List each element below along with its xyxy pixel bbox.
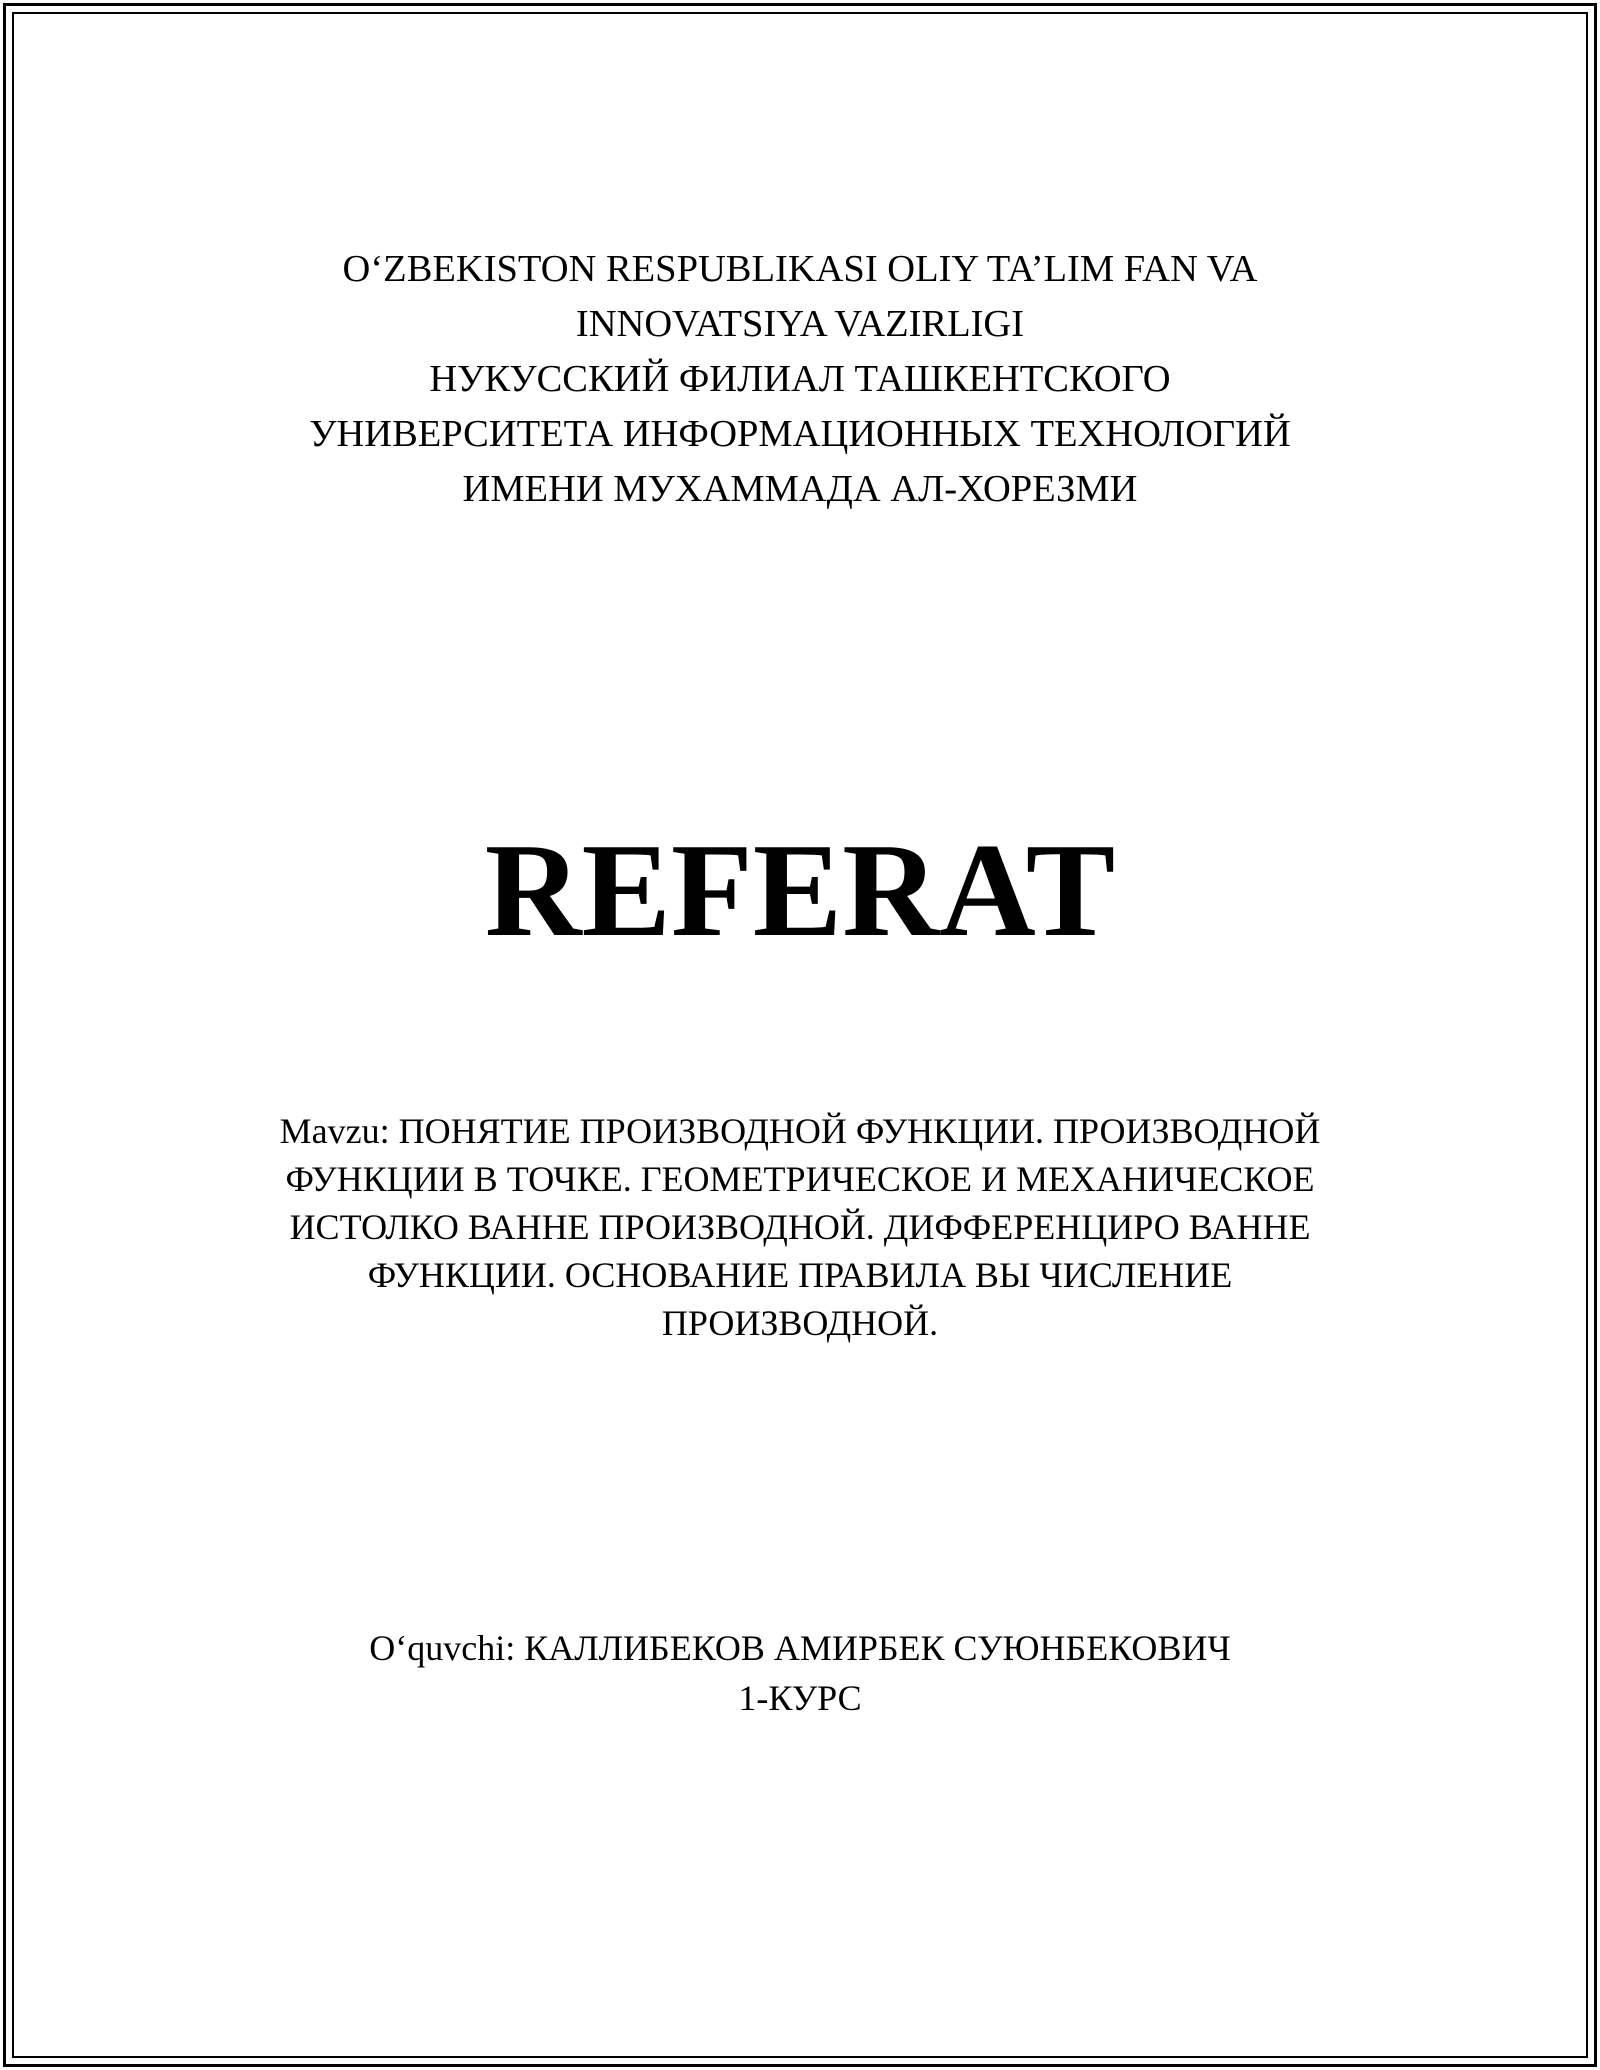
student-block <box>0 1623 1600 1723</box>
topic-block <box>0 1107 1600 1347</box>
header-line: O‘ZBEKISTON RESPUBLIKASI OLIY TA’LIM FAN VA <box>342 248 1258 290</box>
header-line: НУКУССКИЙ ФИЛИАЛ ТАШКЕНТСКОГО <box>429 358 1171 400</box>
student-course: 1-КУРС <box>738 1678 862 1718</box>
document-title: REFERAT <box>484 816 1116 964</box>
student-name: O‘quvchi: КАЛЛИБЕКОВ АМИРБЕК СУЮНБЕКОВИЧ <box>369 1628 1231 1668</box>
ministry-header <box>0 242 1600 517</box>
topic-line: ПРОИЗВОДНОЙ. <box>661 1303 939 1343</box>
topic-line: ФУНКЦИИ В ТОЧКЕ. ГЕОМЕТРИЧЕСКОЕ И МЕХАНИЧЕСКОЕ <box>285 1159 1315 1199</box>
topic-line: ИСТОЛКО ВАННЕ ПРОИЗВОДНОЙ. ДИФФЕРЕНЦИРО ВАННЕ <box>289 1207 1311 1247</box>
topic-line: ФУНКЦИИ. ОСНОВАНИЕ ПРАВИЛА ВЫ ЧИСЛЕНИЕ <box>367 1255 1233 1295</box>
header-line: ИМЕНИ МУХАММАДА АЛ-ХОРЕЗМИ <box>462 468 1138 510</box>
header-line: УНИВЕРСИТЕТА ИНФОРМАЦИОННЫХ ТЕХНОЛОГИЙ <box>309 413 1291 455</box>
topic-line: Mavzu: ПОНЯТИЕ ПРОИЗВОДНОЙ ФУНКЦИИ. ПРОИЗВОДНОЙ <box>279 1111 1321 1151</box>
header-line: INNOVATSIYA VAZIRLIGI <box>575 303 1025 345</box>
